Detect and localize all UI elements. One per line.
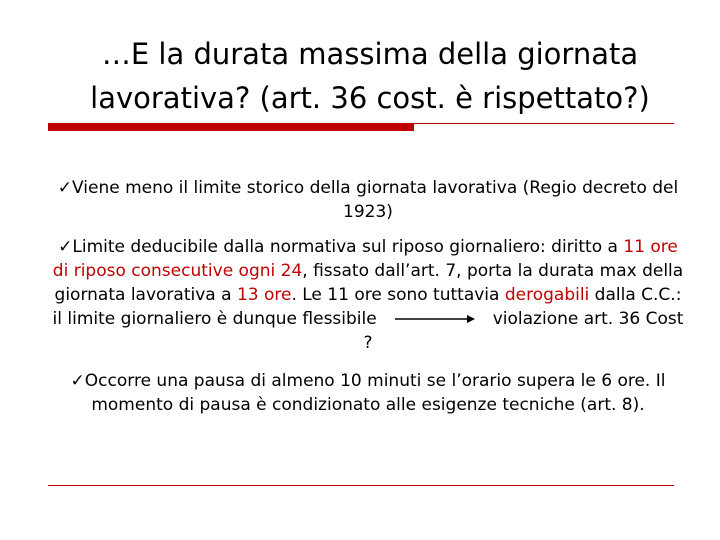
bullet-text: Occorre una pausa di almeno 10 minuti se l’orario supera le 6 ore. Il momento di pausa è condizionato alle esigenze tecniche (art. 8). <box>84 371 666 415</box>
slide-title-line-2: lavorativa? (art. 36 cost. è rispettato?) <box>90 81 650 115</box>
bullet-text: Viene meno il limite storico della giornata lavorativa (Regio decreto del 1923) <box>72 178 679 222</box>
highlight-derogable: derogabili <box>504 285 590 305</box>
bullet-text: Limite deducibile dalla normativa sul riposo giornaliero: diritto a <box>72 237 624 257</box>
check-icon: ✓ <box>70 371 85 391</box>
bullet-text: dalla C.C.: il limite giornaliero è dunque flessibile <box>52 285 682 329</box>
bullet-text: violazione art. 36 Cost ? <box>363 309 684 353</box>
slide-title-line-1: …E la durata massima della giornata <box>101 37 639 71</box>
bullet-text: , fissato dall’art. 7, porta la durata max della giornata lavorativa a <box>54 261 684 305</box>
arrow-right-icon <box>395 314 475 324</box>
highlight-rest-hours: 11 ore di riposo consecutive ogni 24 <box>52 237 678 281</box>
title-divider-thick <box>48 124 414 131</box>
check-icon: ✓ <box>58 237 73 257</box>
bullet-historical-limit <box>48 176 688 224</box>
bullet-rest-regulation <box>48 235 688 355</box>
check-icon: ✓ <box>57 178 72 198</box>
bullet-break-rule <box>48 369 688 417</box>
slide-title <box>40 32 700 120</box>
bullet-text: . Le 11 ore sono tuttavia <box>291 285 505 305</box>
highlight-max-hours: 13 ore <box>236 285 292 305</box>
footer-divider <box>48 485 674 486</box>
